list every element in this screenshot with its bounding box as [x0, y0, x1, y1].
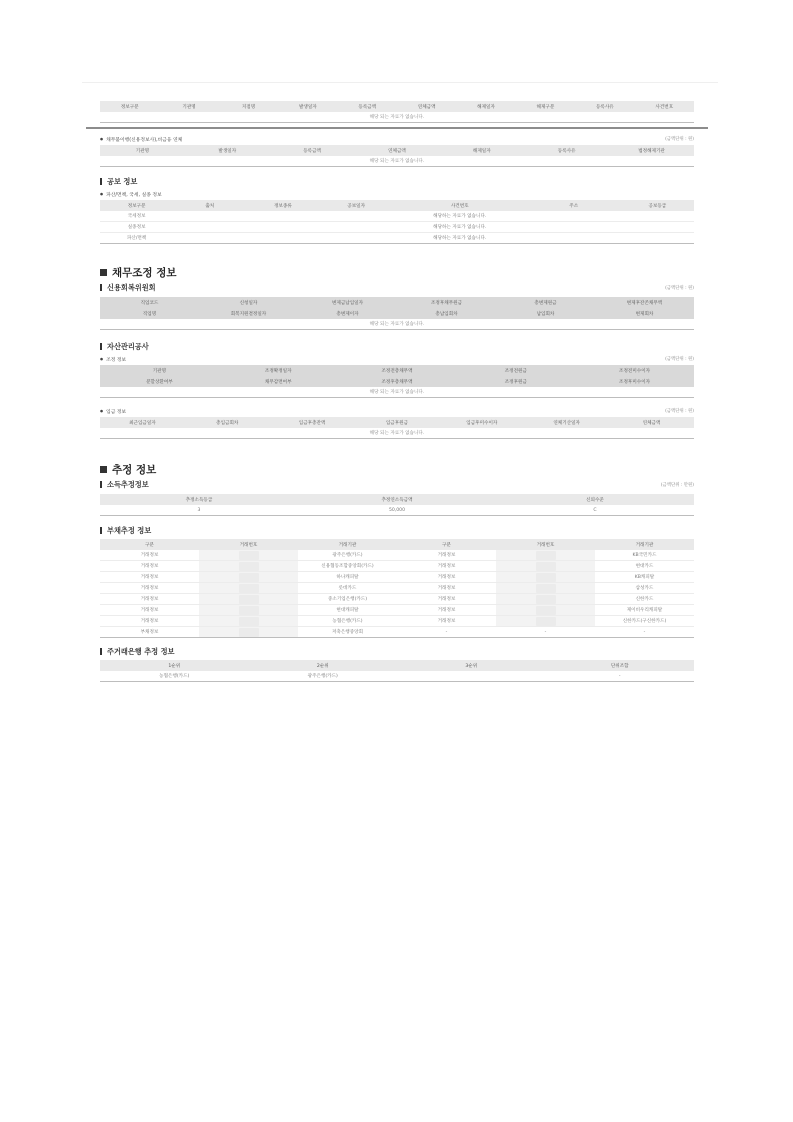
redacted-cell [496, 550, 595, 561]
redacted-cell [199, 616, 298, 627]
table-row [100, 233, 694, 244]
table-header-row [100, 145, 694, 156]
table-row [100, 505, 694, 516]
cell: 거래정보 [100, 616, 199, 627]
redacted-cell [496, 605, 595, 616]
table-row [100, 561, 694, 572]
redacted-cell [199, 561, 298, 572]
column-header: 2순위 [249, 660, 398, 671]
redacted-cell [199, 627, 298, 638]
column-header: 입금후원금 [355, 417, 440, 428]
cell: 해당하는 자료가 없습니다. [393, 233, 527, 244]
cell: 신용협동조합중앙회(카드) [298, 561, 397, 572]
column-header: 총변제이자 [298, 308, 397, 319]
table-row [100, 616, 694, 627]
table-row [100, 428, 694, 439]
column-header: 사건번호 [635, 101, 694, 112]
column-header: 해제구분 [516, 101, 575, 112]
cell [397, 671, 546, 682]
column-header: 조정후채무원금 [397, 297, 496, 308]
no-data-message: 해당 되는 자료가 없습니다. [100, 156, 694, 167]
cell: 거래정보 [100, 605, 199, 616]
cell: 부채정보 [100, 627, 199, 638]
column-header: 연체금액 [355, 145, 440, 156]
cell: 롯데카드 [298, 583, 397, 594]
ccrs-header [100, 281, 694, 294]
cell: 삼성카드 [595, 583, 694, 594]
unit-label: (금액단위 : 원) [665, 357, 694, 362]
top-divider [82, 82, 718, 83]
table-header-row [100, 365, 694, 376]
column-header: 사건번호 [393, 200, 527, 211]
column-header: 등록사유 [575, 101, 634, 112]
cell: 거래정보 [397, 594, 496, 605]
column-header: 기관명 [100, 365, 219, 376]
cell: 국세정보 [100, 211, 173, 222]
cell: 거래정보 [397, 583, 496, 594]
column-header: 채무감면여부 [219, 376, 338, 387]
cell: 해당하는 자료가 없습니다. [393, 211, 527, 222]
column-header: 해제일자 [439, 145, 524, 156]
public-info-sub-header [100, 188, 694, 200]
debt-estimate-table [100, 539, 694, 638]
kamco-payment-table [100, 417, 694, 439]
table-header-row [100, 660, 694, 671]
cell: 거래정보 [100, 594, 199, 605]
column-header: 총납입회차 [397, 308, 496, 319]
column-header: 구분 [397, 539, 496, 550]
main-bank-title: 주거래은행 추정 정보 [100, 645, 694, 658]
cell: 거래정보 [397, 550, 496, 561]
column-header: 조정후미수이자 [575, 376, 694, 387]
table-row [100, 319, 694, 330]
cell: 실종정보 [100, 222, 173, 233]
column-header: 연체기산일자 [524, 417, 609, 428]
table-row [100, 112, 694, 123]
redacted-cell [496, 583, 595, 594]
redacted-cell [199, 605, 298, 616]
column-header: 직업코드 [100, 297, 199, 308]
column-header: 총입금회차 [185, 417, 270, 428]
table-row [100, 627, 694, 638]
income-table [100, 494, 694, 516]
column-header: 총변제원금 [496, 297, 595, 308]
column-header: 출처 [173, 200, 246, 211]
column-header: 등록금액 [270, 145, 355, 156]
table-header-row [100, 308, 694, 319]
table-header-row [100, 494, 694, 505]
column-header: 거래기관 [298, 539, 397, 550]
column-header: 조정전원금 [456, 365, 575, 376]
estimate-title: 추정 정보 [100, 462, 694, 478]
kamco-sub1-header [100, 353, 694, 365]
kamco-sub2-title: ● 입금 정보 [100, 408, 126, 415]
cell: 거래정보 [100, 583, 199, 594]
cell: KB캐피탈 [595, 572, 694, 583]
column-header: 정보구분 [100, 200, 173, 211]
column-header: 입금후미수이자 [439, 417, 524, 428]
kamco-sub1-title: ● 조정 정보 [100, 356, 126, 363]
table-header-row [100, 101, 694, 112]
unit-label: (금액단위 : 원) [665, 137, 694, 142]
income-title: 소득추정정보 [100, 478, 149, 491]
cell: 농협은행(카드) [298, 616, 397, 627]
column-header: 조정후총채무액 [338, 376, 457, 387]
column-header: 1순위 [100, 660, 249, 671]
table-row [100, 550, 694, 561]
column-header: 최근입금일자 [100, 417, 185, 428]
main-bank-table [100, 660, 694, 682]
column-header: 기관명 [159, 101, 218, 112]
column-header: 발생일자 [278, 101, 337, 112]
table-row [100, 222, 694, 233]
column-header: 정보종류 [246, 200, 319, 211]
column-header: 조정전미수이자 [575, 365, 694, 376]
column-header: 조정확정일자 [219, 365, 338, 376]
column-header: 기관명 [100, 145, 185, 156]
no-data-message: 해당 되는 자료가 없습니다. [100, 387, 694, 398]
table-row [100, 594, 694, 605]
kamco-adjust-table [100, 365, 694, 398]
column-header: 변제금납입일자 [298, 297, 397, 308]
guarantee-header [100, 133, 694, 145]
column-header: 거래기관 [595, 539, 694, 550]
table-header-row [100, 297, 694, 308]
column-header: 납입회차 [496, 308, 595, 319]
column-header: 연체금액 [609, 417, 694, 428]
no-data-message: 해당 되는 자료가 없습니다. [100, 112, 694, 123]
column-header: 정보구분 [100, 101, 159, 112]
table-row [100, 605, 694, 616]
cell: 거래정보 [397, 605, 496, 616]
column-header: 거래번호 [496, 539, 595, 550]
table-header-row [100, 200, 694, 211]
column-header: 등록사유 [524, 145, 609, 156]
column-header: 조정후원금 [456, 376, 575, 387]
cell: C [496, 505, 694, 516]
table-header-row [100, 539, 694, 550]
cell: 농협은행(카드) [100, 671, 249, 682]
column-header: 발생일자 [185, 145, 270, 156]
column-header: 신뢰수준 [496, 494, 694, 505]
cell: 현대캐피탈 [298, 605, 397, 616]
table-row [100, 572, 694, 583]
table-row [100, 211, 694, 222]
table-row [100, 156, 694, 167]
kamco-title: 자산관리공사 [100, 340, 694, 353]
column-header: 등록금액 [338, 101, 397, 112]
column-header: 입금후총잔액 [270, 417, 355, 428]
unit-label: (금액단위 : 만원) [660, 482, 694, 488]
cell: 거래정보 [100, 550, 199, 561]
cell: 저축은행중앙회 [298, 627, 397, 638]
redacted-cell [496, 594, 595, 605]
guarantee-table [100, 145, 694, 167]
cell: 3 [100, 505, 298, 516]
table-row [100, 387, 694, 398]
redacted-cell [199, 572, 298, 583]
column-header: 3순위 [397, 660, 546, 671]
column-header: 공보일자 [320, 200, 393, 211]
income-header [100, 478, 694, 491]
column-header: 분할상환여부 [100, 376, 219, 387]
column-header: 신청일자 [199, 297, 298, 308]
public-info-sub-title: ● 파산/면책, 국세, 실종 정보 [100, 191, 162, 198]
cell: 광주은행(카드) [298, 550, 397, 561]
column-header: 연체금액 [397, 101, 456, 112]
column-header: 조정전총채무액 [338, 365, 457, 376]
redacted-cell [199, 550, 298, 561]
guarantee-title: ● 채무불이행(신용정보사),비금융 연체 [100, 136, 182, 143]
column-header: 주소 [527, 200, 621, 211]
column-header: 회복지원결정일자 [199, 308, 298, 319]
column-header: 공보등급 [621, 200, 694, 211]
column-header: 직업명 [100, 308, 199, 319]
debt-adjust-title: 채무조정 정보 [100, 265, 694, 281]
report-content [100, 101, 694, 682]
cell: 신한카드(구신한카드) [595, 616, 694, 627]
column-header: 구분 [100, 539, 199, 550]
column-header: 단위조합 [546, 660, 695, 671]
redacted-cell [496, 561, 595, 572]
cell: 거래정보 [397, 616, 496, 627]
cell: 50,000 [298, 505, 496, 516]
column-header: 추정소득등급 [100, 494, 298, 505]
cell: - [546, 671, 695, 682]
cell: 중소기업은행(카드) [298, 594, 397, 605]
unit-label: (금액단위 : 원) [665, 285, 694, 291]
section-separator [86, 127, 708, 129]
redacted-cell [199, 594, 298, 605]
cell: 제이비우리캐피탈 [595, 605, 694, 616]
cell: 광주은행(카드) [249, 671, 398, 682]
cell: 현대카드 [595, 561, 694, 572]
ccrs-table [100, 297, 694, 330]
cell: - [397, 627, 496, 638]
column-header: 변제회차 [595, 308, 694, 319]
redacted-cell [496, 572, 595, 583]
cell: - [496, 627, 595, 638]
cell: 거래정보 [100, 572, 199, 583]
cell: - [595, 627, 694, 638]
public-info-table [100, 200, 694, 244]
table-header-row [100, 376, 694, 387]
cell: KB국민카드 [595, 550, 694, 561]
kamco-sub2-header [100, 405, 694, 417]
table-row [100, 671, 694, 682]
cell: 거래정보 [100, 561, 199, 572]
table-header-row [100, 417, 694, 428]
column-header: 변제후잔존채무액 [595, 297, 694, 308]
unit-label: (금액단위 : 원) [665, 409, 694, 414]
redacted-cell [496, 616, 595, 627]
public-info-title: 공보 정보 [100, 175, 694, 188]
cell: 거래정보 [397, 572, 496, 583]
column-header: 법정해제기관 [609, 145, 694, 156]
debt-estimate-title: 부채추정 정보 [100, 524, 694, 537]
column-header: 해제일자 [456, 101, 515, 112]
cell: 파산/면책 [100, 233, 173, 244]
column-header: 추정연소득금액 [298, 494, 496, 505]
top-records-table [100, 101, 694, 123]
column-header: 지점명 [219, 101, 278, 112]
column-header: 거래번호 [199, 539, 298, 550]
cell: 신한카드 [595, 594, 694, 605]
cell: 해당하는 자료가 없습니다. [393, 222, 527, 233]
cell: 거래정보 [397, 561, 496, 572]
ccrs-title: 신용회복위원회 [100, 281, 156, 294]
table-row [100, 583, 694, 594]
no-data-message: 해당 되는 자료가 없습니다. [100, 319, 694, 330]
no-data-message: 해당 되는 자료가 없습니다. [100, 428, 694, 439]
redacted-cell [199, 583, 298, 594]
cell: 하나캐피탈 [298, 572, 397, 583]
